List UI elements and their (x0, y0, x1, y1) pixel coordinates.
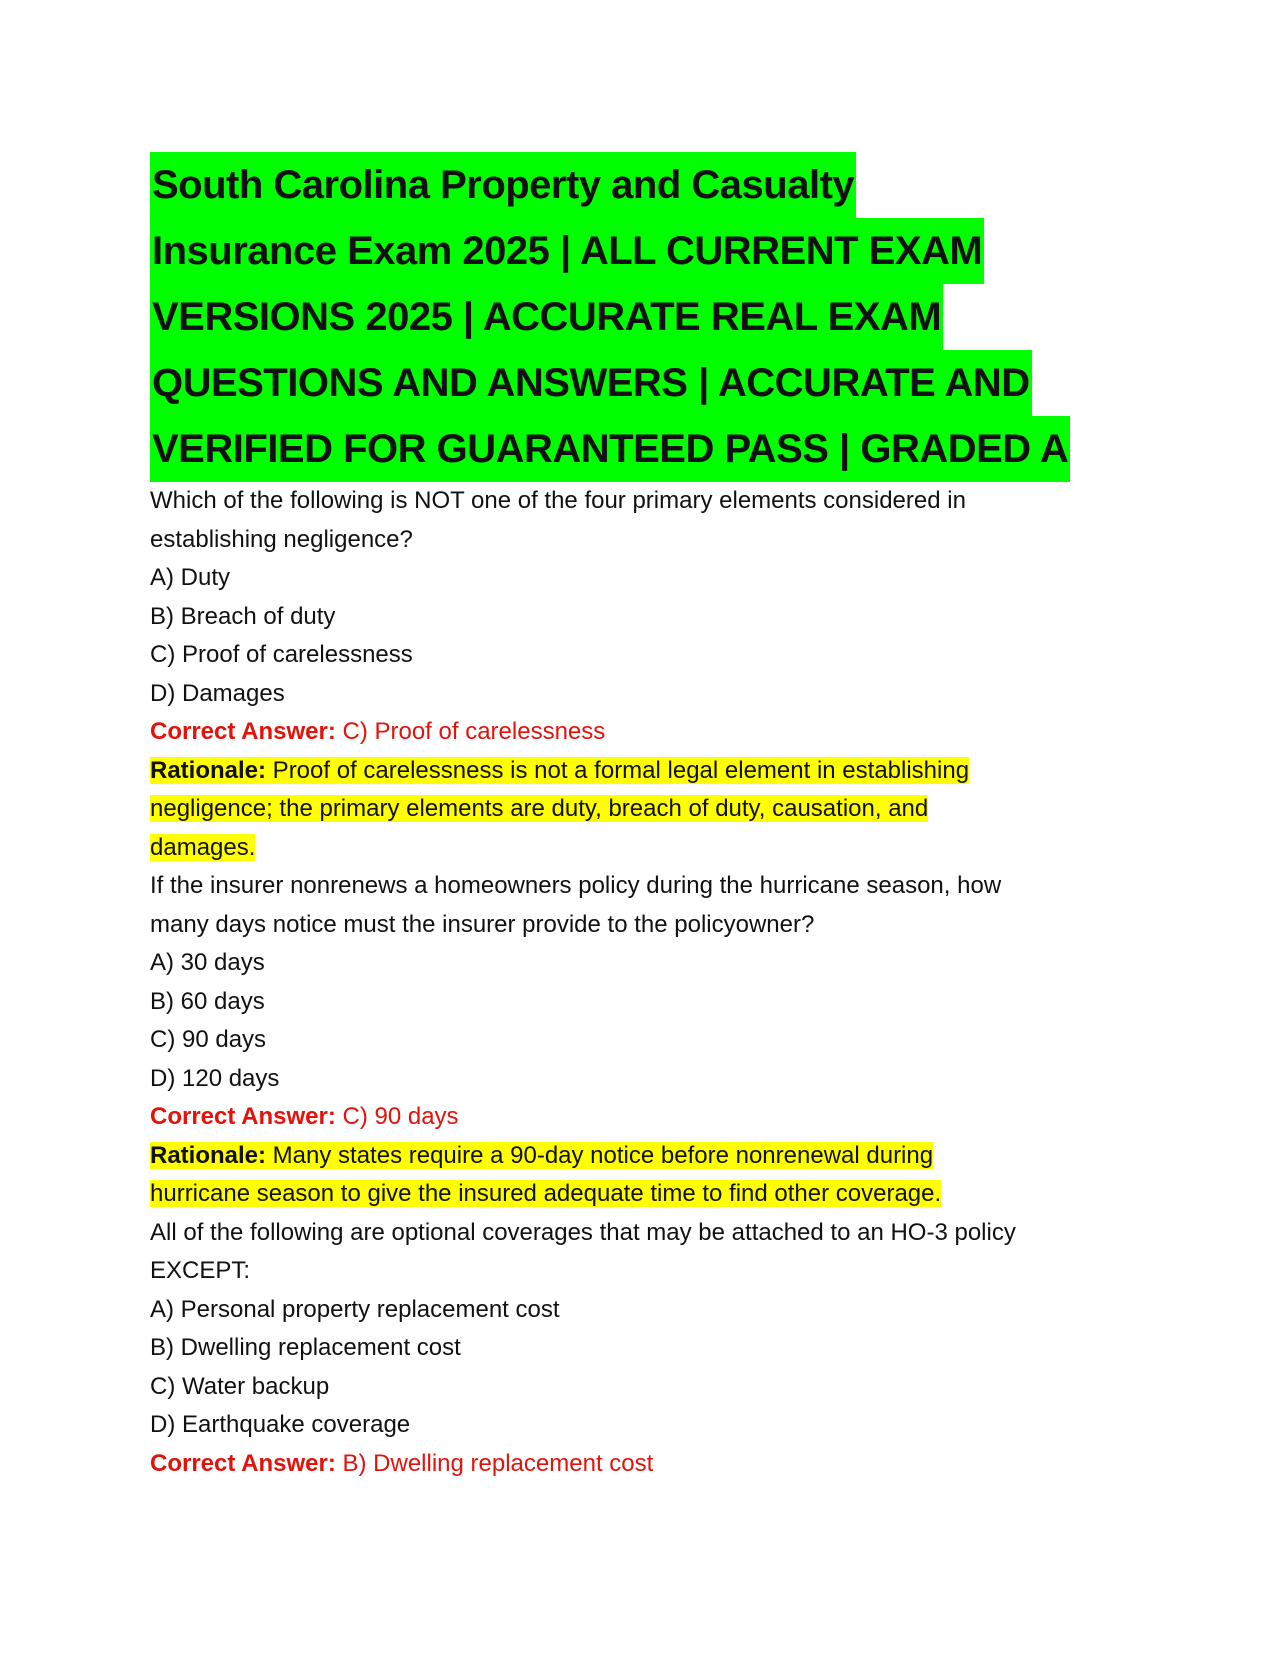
option-c: C) 90 days (150, 1026, 267, 1053)
title-line: Insurance Exam 2025 | ALL CURRENT EXAM (150, 218, 984, 284)
rationale-label: Rationale: (150, 756, 267, 784)
option-c: C) Water backup (150, 1372, 330, 1400)
rationale-line (150, 1175, 1140, 1214)
rationale-text: Many states require a 90-day notice before nonrenewal during (266, 1141, 934, 1169)
correct-answer-value: C) Proof of carelessness (335, 718, 606, 745)
rationale-text: damages. (150, 833, 256, 861)
rationale-line (150, 790, 1140, 829)
document-title (150, 152, 1140, 482)
option-c: C) Proof of carelessness (150, 641, 413, 668)
rationale-line (150, 1137, 1140, 1176)
correct-answer (150, 1098, 1140, 1137)
question-block (150, 482, 1140, 867)
correct-answer-label: Correct Answer: (150, 1449, 336, 1477)
question-block (150, 1214, 1140, 1484)
rationale-text: Proof of carelessness is not a formal legal element in establishing (266, 756, 970, 784)
question-list (150, 482, 1140, 1483)
option-b: B) Dwelling replacement cost (150, 1334, 461, 1361)
document-page (150, 152, 1140, 1483)
correct-answer-value: C) 90 days (335, 1103, 459, 1130)
rationale-text: negligence; the primary elements are duty, breach of duty, causation, and (150, 795, 929, 822)
correct-answer-label: Correct Answer: (150, 1103, 336, 1130)
option-a: A) Personal property replacement cost (150, 1295, 560, 1323)
correct-answer-label: Correct Answer: (150, 718, 336, 745)
option-a: A) Duty (150, 564, 231, 591)
option-b: B) Breach of duty (150, 602, 336, 630)
title-line: VERIFIED FOR GUARANTEED PASS | GRADED A (150, 416, 1070, 482)
correct-answer (150, 713, 1140, 752)
rationale-line (150, 829, 1140, 868)
correct-answer-value: B) Dwelling replacement cost (335, 1449, 654, 1477)
option-d: D) Earthquake coverage (150, 1411, 411, 1438)
option-d: D) 120 days (150, 1064, 280, 1092)
option-a: A) 30 days (150, 949, 265, 976)
question-block (150, 867, 1140, 1214)
correct-answer (150, 1445, 1140, 1484)
question-text: many days notice must the insurer provide to the policyowner? (150, 910, 815, 938)
title-line: South Carolina Property and Casualty (150, 152, 856, 218)
question-text: establishing negligence? (150, 525, 413, 553)
question-text: All of the following are optional coverages that may be attached to an HO-3 policy (150, 1218, 1016, 1246)
rationale-line (150, 752, 1140, 791)
rationale-label: Rationale: (150, 1141, 267, 1169)
rationale-text: hurricane season to give the insured adequate time to find other coverage. (150, 1180, 942, 1207)
title-line: VERSIONS 2025 | ACCURATE REAL EXAM (150, 284, 943, 350)
question-text: Which of the following is NOT one of the four primary elements considered in (150, 487, 966, 514)
option-b: B) 60 days (150, 987, 265, 1015)
title-line: QUESTIONS AND ANSWERS | ACCURATE AND (150, 350, 1032, 416)
question-text: EXCEPT: (150, 1257, 251, 1284)
question-text: If the insurer nonrenews a homeowners policy during the hurricane season, how (150, 872, 1002, 899)
option-d: D) Damages (150, 679, 285, 707)
